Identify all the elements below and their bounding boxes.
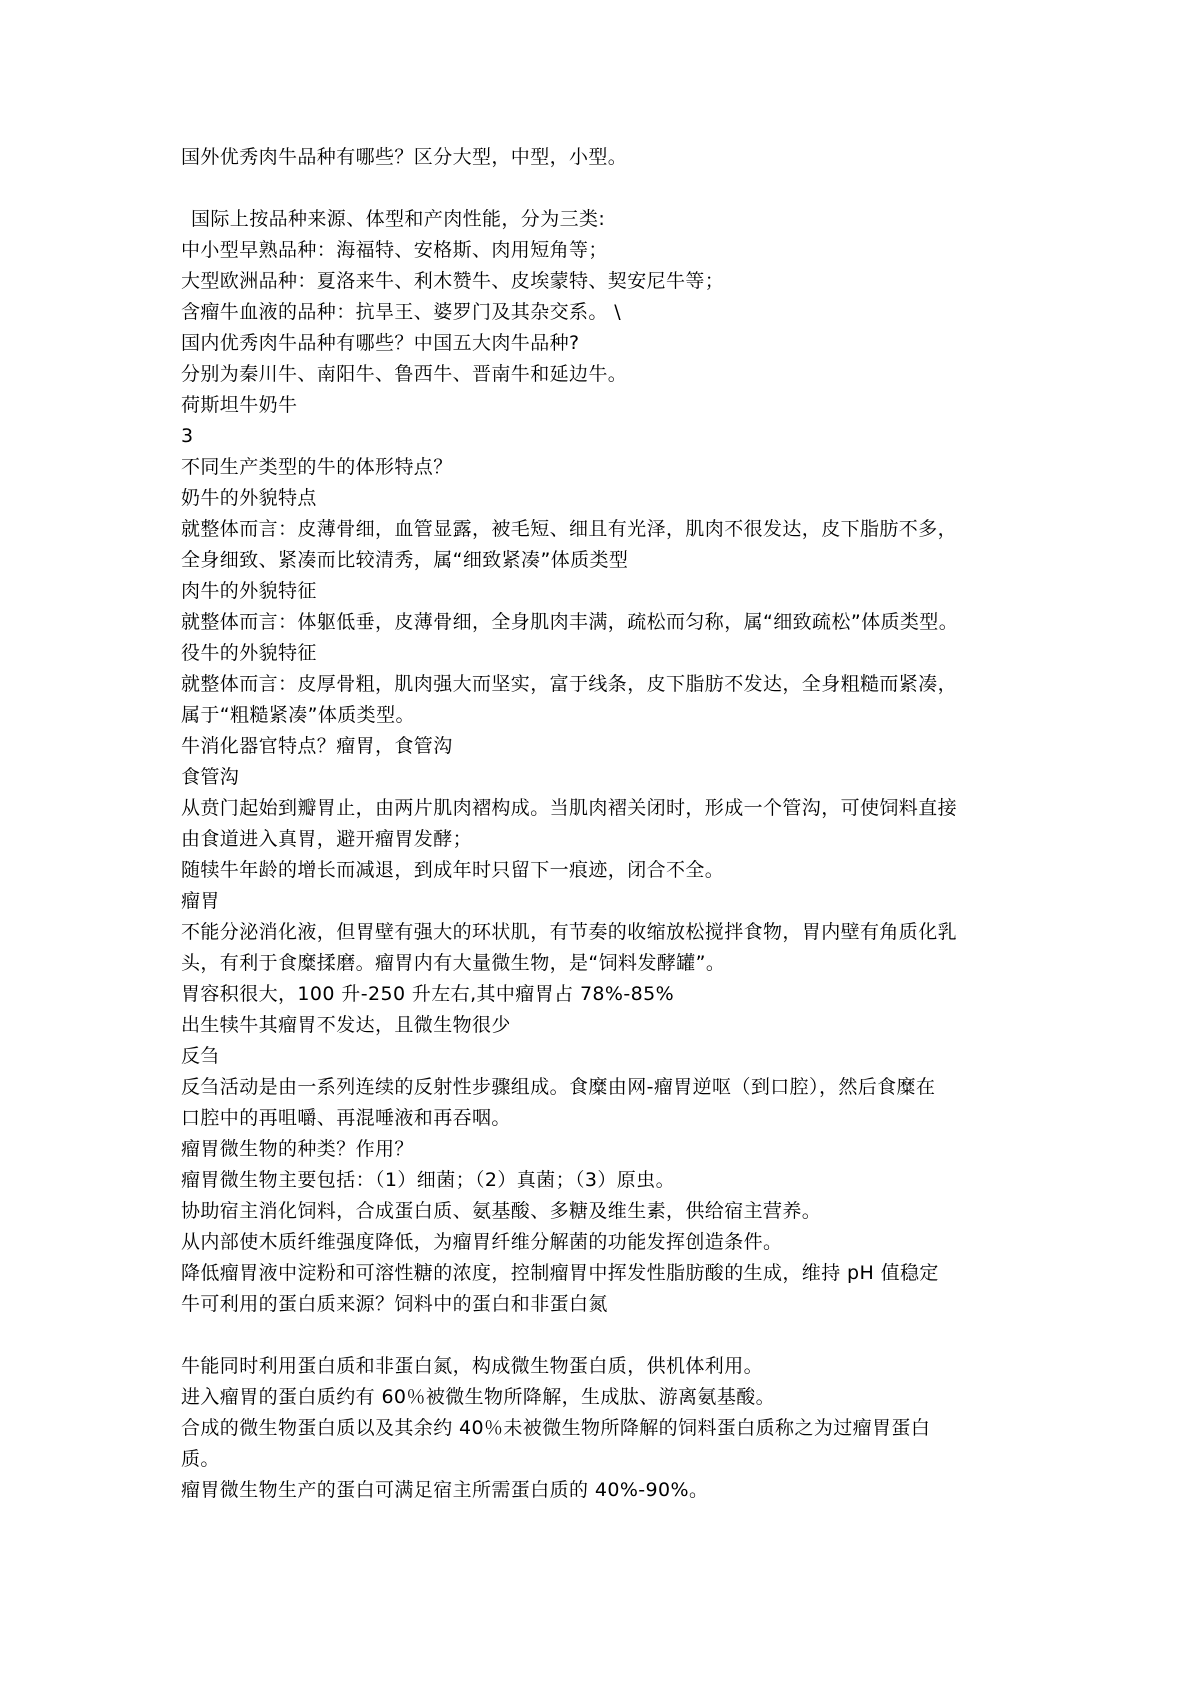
text-line: 属于“粗糙紧凑”体质类型。 xyxy=(181,704,415,726)
text-line: 反刍活动是由一系列连续的反射性步骤组成。食糜由网-瘤胃逆呕（到口腔），然后食糜在 xyxy=(181,1076,936,1098)
text-line: 全身细致、紧凑而比较清秀，属“细致紧凑”体质类型 xyxy=(181,549,629,571)
text-line: 国际上按品种来源、体型和产肉性能，分为三类: xyxy=(191,208,606,230)
text-line: 分别为秦川牛、南阳牛、鲁西牛、晋南牛和延边牛。 xyxy=(181,363,628,385)
text-line: 不同生产类型的牛的体形特点？ xyxy=(181,456,453,478)
text-line: 3 xyxy=(181,425,194,447)
text-line: 不能分泌消化液，但胃壁有强大的环状肌，有节奏的收缩放松搅拌食物，胃内壁有角质化乳 xyxy=(181,921,958,943)
text-line: 合成的微生物蛋白质以及其余约 40％未被微生物所降解的饲料蛋白质称之为过瘤胃蛋白 xyxy=(181,1417,931,1439)
text-line: 含瘤牛血液的品种：抗旱王、婆罗门及其杂交系。 \ xyxy=(181,301,622,323)
blank-line xyxy=(181,173,1031,204)
text-line: 瘤胃微生物的种类？作用？ xyxy=(181,1138,414,1160)
text-line: 中小型早熟品种：海福特、安格斯、肉用短角等； xyxy=(181,239,608,261)
text-line: 反刍 xyxy=(181,1045,220,1067)
text-line: 牛能同时利用蛋白质和非蛋白氮，构成微生物蛋白质，供机体利用。 xyxy=(181,1355,764,1377)
text-line: 就整体而言：体躯低垂，皮薄骨细，全身肌肉丰满，疏松而匀称，属“细致疏松”体质类型。 xyxy=(181,611,959,633)
text-line: 头，有利于食糜揉磨。瘤胃内有大量微生物，是“饲料发酵罐”。 xyxy=(181,952,726,974)
document-page xyxy=(181,142,1031,1506)
text-line: 国外优秀肉牛品种有哪些？区分大型，中型，小型。 xyxy=(181,146,628,168)
text-line: 瘤胃 xyxy=(181,890,220,912)
text-line: 肉牛的外貌特征 xyxy=(181,580,317,602)
text-line: 随犊牛年龄的增长而减退，到成年时只留下一痕迹，闭合不全。 xyxy=(181,859,725,881)
text-line: 出生犊牛其瘤胃不发达，且微生物很少 xyxy=(181,1014,511,1036)
text-line: 荷斯坦牛奶牛 xyxy=(181,394,298,416)
text-line: 由食道进入真胃，避开瘤胃发酵； xyxy=(181,828,473,850)
text-line: 瘤胃微生物生产的蛋白可满足宿主所需蛋白质的 40%-90%。 xyxy=(181,1479,709,1501)
text-line: 役牛的外貌特征 xyxy=(181,642,317,664)
text-line: 降低瘤胃液中淀粉和可溶性糖的浓度，控制瘤胃中挥发性脂肪酸的生成，维持 pH 值稳定 xyxy=(181,1262,939,1284)
text-line: 质。 xyxy=(181,1448,220,1470)
text-line: 瘤胃微生物主要包括：（1）细菌；（2）真菌；（3）原虫。 xyxy=(181,1169,675,1191)
text-line: 就整体而言：皮薄骨细，血管显露，被毛短、细且有光泽，肌肉不很发达，皮下脂肪不多， xyxy=(181,518,958,540)
text-line: 进入瘤胃的蛋白质约有 60％被微生物所降解，生成肽、游离氨基酸。 xyxy=(181,1386,776,1408)
text-line: 牛可利用的蛋白质来源？饲料中的蛋白和非蛋白氮 xyxy=(181,1293,608,1315)
text-line: 从内部使木质纤维强度降低，为瘤胃纤维分解菌的功能发挥创造条件。 xyxy=(181,1231,783,1253)
text-line: 牛消化器官特点？瘤胃，食管沟 xyxy=(181,735,453,757)
text-line: 口腔中的再咀嚼、再混唾液和再吞咽。 xyxy=(181,1107,511,1129)
text-line: 胃容积很大，100 升-250 升左右,其中瘤胃占 78%-85% xyxy=(181,983,675,1005)
text-line: 奶牛的外貌特点 xyxy=(181,487,317,509)
text-line: 就整体而言：皮厚骨粗，肌肉强大而坚实，富于线条，皮下脂肪不发达，全身粗糙而紧凑， xyxy=(181,673,958,695)
text-line: 从贲门起始到瓣胃止，由两片肌肉褶构成。当肌肉褶关闭时，形成一个管沟，可使饲料直接 xyxy=(181,797,958,819)
text-line: 食管沟 xyxy=(181,766,240,788)
text-line: 大型欧洲品种：夏洛来牛、利木赞牛、皮埃蒙特、契安尼牛等； xyxy=(181,270,725,292)
text-line: 国内优秀肉牛品种有哪些？中国五大肉牛品种? xyxy=(181,332,580,354)
text-line: 协助宿主消化饲料，合成蛋白质、氨基酸、多糖及维生素，供给宿主营养。 xyxy=(181,1200,822,1222)
blank-line xyxy=(181,1320,1031,1351)
